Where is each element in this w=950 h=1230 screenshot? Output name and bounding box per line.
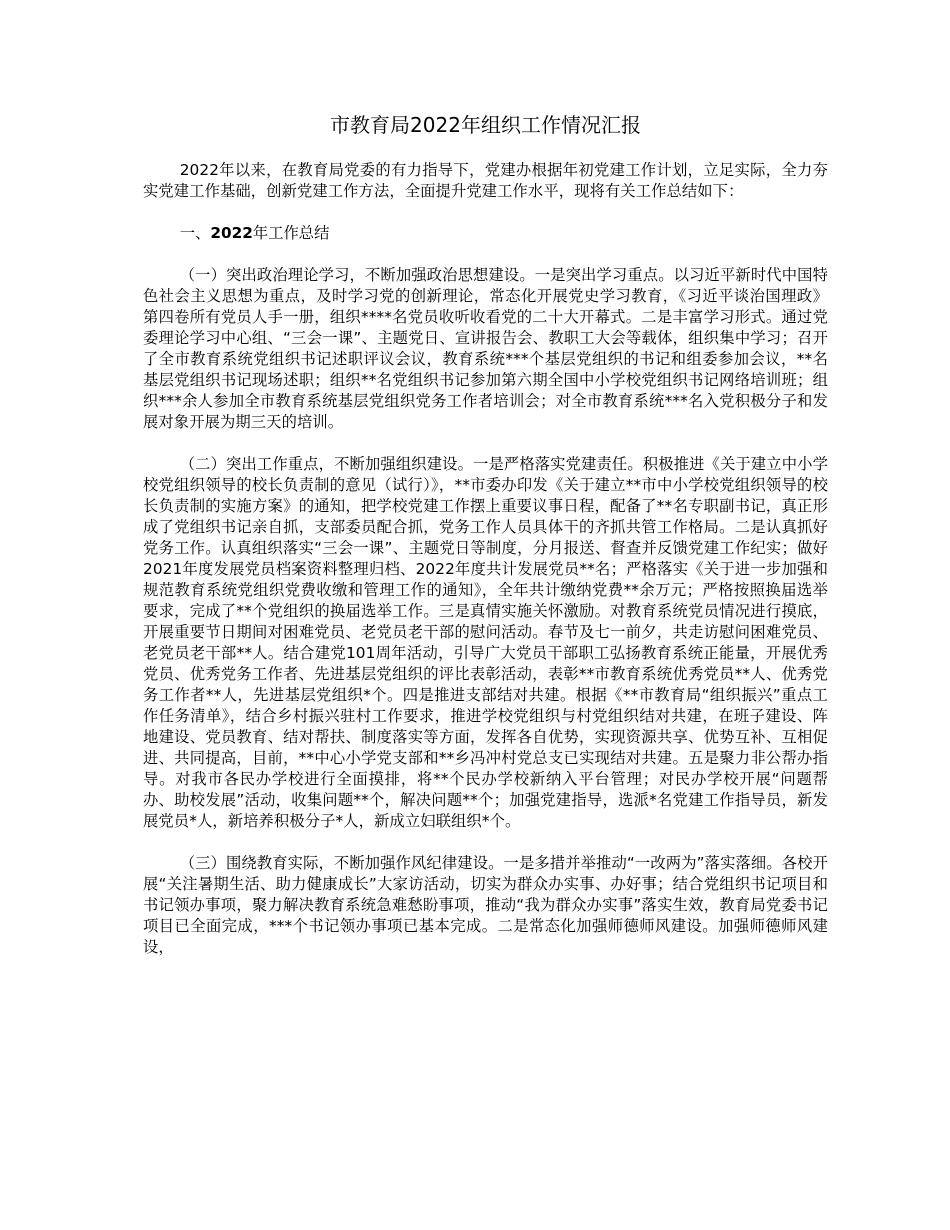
section-heading: [143, 223, 828, 244]
section-heading-suffix: 年工作总结: [252, 224, 330, 242]
document-title: 市教育局2022年组织工作情况汇报: [330, 113, 641, 137]
document-page: [143, 110, 828, 979]
paragraph-political-study: （一）突出政治理论学习，不断加强政治思想建设。一是突出学习重点。以习近平新时代中国特色社会主义思想为重点，及时学习党的创新理论，常态化开展党史学习教育，《习近平谈治国理政》第四卷所有党员人手一册，组织****名党员收听收看党的二十大开幕式。二是丰富学习形式。通过党委理论学习中心组、“三会一课”、主题党日、宣讲报告会、教职工大会等载体，组织集中学习；召开了全市教育系统党组织书记述职评议会议，教育系统***个基层党组织的书记和组委参加会议，**名基层党组织书记现场述职；组织**名党组织书记参加第六期全国中小学校党组织书记网络培训班；组织***余人参加全市教育系统基层党组织党务工作者培训会；对全市教育系统***名入党积极分子和发展对象开展为期三天的培训。: [143, 266, 828, 431]
intro-paragraph: 2022年以来，在教育局党委的有力指导下，党建办根据年初党建工作计划，立足实际，全力夯实党建工作基础，创新党建工作方法，全面提升党建工作水平，现将有关工作总结如下：: [143, 161, 828, 200]
section-heading-year: 2022: [210, 224, 253, 242]
paragraph-work-style: （三）围绕教育实际，不断加强作风纪律建设。一是多措并举推动“一改两为”落实落细。各校开展“关注暑期生活、助力健康成长”大家访活动，切实为群众办实事、办好事；结合党组织书记项目和书记领办事项，聚力解决教育系统急难愁盼事项，推动“我为群众办实事”落实生效，教育局党委书记项目已全面完成，***个书记领办事项已基本完成。二是常态化加强师德师风建设。加强师德师风建设，: [143, 854, 828, 956]
paragraph-organization-building: （二）突出工作重点，不断加强组织建设。一是严格落实党建责任。积极推进《关于建立中小学校党组织领导的校长负责制的意见（试行）》，**市委办印发《关于建立**市中小学校党组织领导的校长负责制的实施方案》的通知，把学校党建工作摆上重要议事日程，配备了**名专职副书记，真正形成了党组织书记亲自抓，支部委员配合抓，党务工作人员具体干的齐抓共管工作格局。二是认真抓好党务工作。认真组织落实“三会一课”、主题党日等制度，分月报送、督查并反馈党建工作纪实；做好2021年度发展党员档案资料整理归档、2022年度共计发展党员**名；严格落实《关于进一步加强和规范教育系统党组织党费收缴和管理工作的通知》，全年共计缴纳党费**余万元；严格按照换届选举要求，完成了**个党组织的换届选举工作。三是真情实施关怀激励。对教育系统党员情况进行摸底，开展重要节日期间对困难党员、老党员老干部的慰问活动。春节及七一前夕，共走访慰问困难党员、老党员老干部**人。结合建党101周年活动，引导广大党员干部职工弘扬教育系统正能量，开展优秀党员、优秀党务工作者、先进基层党组织的评比表彰活动，表彰**市教育系统优秀党员**人、优秀党务工作者**人，先进基层党组织*个。四是推进支部结对共建。根据《**市教育局“组织振兴”重点工作任务清单》，结合乡村振兴驻村工作要求，推进学校党组织与村党组织结对共建，在班子建设、阵地建设、党员教育、结对帮扶、制度落实等方面，发挥各自优势，实现资源共享、优势互补、互相促进、共同提高，目前，**中心小学党支部和**乡冯冲村党总支已实现结对共建。五是聚力非公帮办指导。对我市各民办学校进行全面摸排，将**个民办学校新纳入平台管理；对民办学校开展“问题帮办、助校发展”活动，收集问题**个，解决问题**个；加强党建指导，选派*名党建工作指导员，新发展党员*人，新培养积极分子*人，新成立妇联组织*个。: [143, 455, 828, 830]
section-heading-prefix: 一、: [179, 224, 211, 242]
